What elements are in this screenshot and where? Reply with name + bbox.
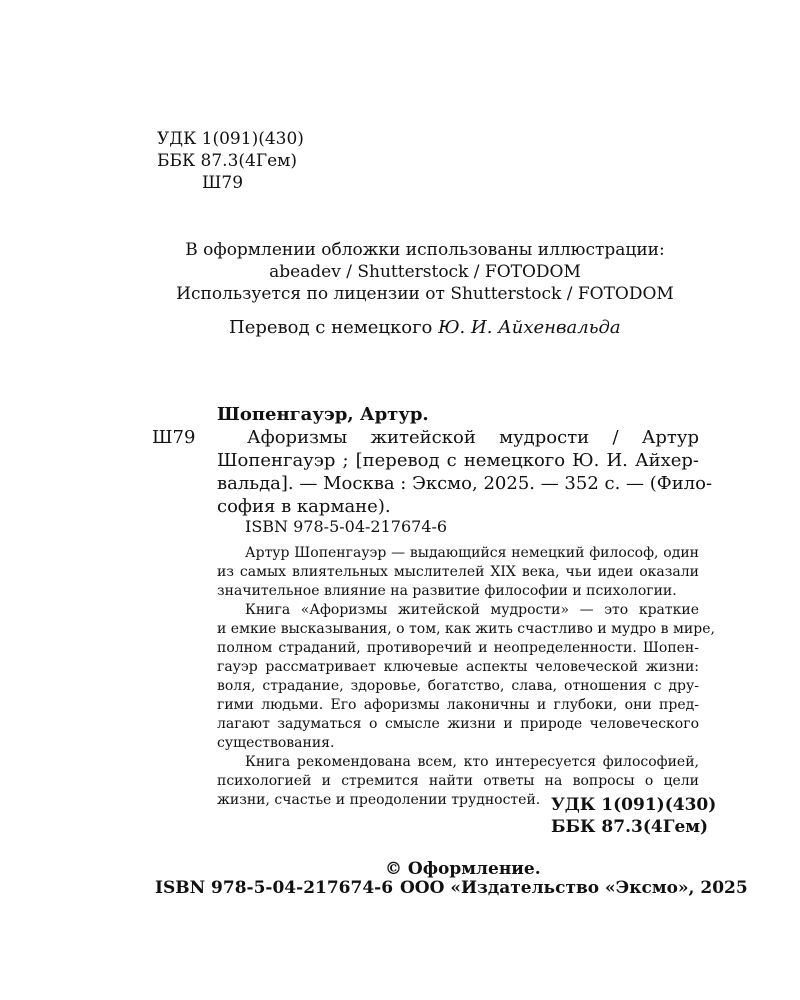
annotation-p2-line-2: и емкие высказывания, о том, как жить счастливо и мудро в мире, <box>217 621 715 637</box>
catalog-line-3: вальда]. — Москва : Эксмо, 2025. — 352 с. — (Фило- <box>217 473 713 494</box>
annotation-p2-line-3: полном страданий, противоречий и неопределенности. Шопен- <box>217 640 699 656</box>
annotation-p3-line-1: Книга рекомендована всем, кто интересуется философией, <box>245 754 699 770</box>
catalog-line-4: софия в кармане). <box>217 496 391 517</box>
translation-prefix: Перевод с немецкого <box>229 317 433 338</box>
catalog-author: Шопенгауэр, Артур. <box>217 404 429 425</box>
annotation-p2-line-7: лагают задуматься о смысле жизни и природе человеческого <box>217 716 699 732</box>
annotation-p2-line-5: воля, страдание, здоровье, богатство, слава, отношения с дру- <box>217 678 699 694</box>
annotation-p2-line-4: гауэр рассматривает ключевые аспекты человеческой жизни: <box>217 659 699 675</box>
header-author-mark: Ш79 <box>202 173 244 193</box>
annotation <box>217 544 715 810</box>
annotation-p2-line-6: гими людьми. Его афоризмы лаконичны и глубоки, они пред- <box>217 697 699 713</box>
copyright-design: © Оформление. <box>385 859 541 879</box>
cover-credits <box>100 239 750 305</box>
header-bbk: ББК 87.3(4Гем) <box>157 151 298 171</box>
annotation-p1-line-2: из самых влиятельных мыслителей XIX века, чьи идеи оказали <box>217 564 699 580</box>
catalog-description <box>217 426 713 518</box>
header-udk: УДК 1(091)(430) <box>157 129 304 149</box>
footer-bbk: ББК 87.3(4Гем) <box>551 817 709 837</box>
annotation-p2-line-8: существования. <box>217 735 335 751</box>
translation-credit <box>229 316 621 339</box>
cover-credits-line-2: abeadev / Shutterstock / FOTODOM <box>269 262 581 282</box>
catalog-mark: Ш79 <box>152 427 196 448</box>
footer-udk: УДК 1(091)(430) <box>551 795 717 815</box>
annotation-p3-line-2: психологией и стремится найти ответы на вопросы о цели <box>217 773 699 789</box>
annotation-p2-line-1: Книга «Афоризмы житейской мудрости» — это краткие <box>245 602 699 618</box>
catalog-line-1: Афоризмы житейской мудрости / Артур <box>247 427 699 448</box>
header-codes <box>157 128 304 194</box>
copyright-publisher: ООО «Издательство «Эксмо», 2025 <box>400 878 748 898</box>
cover-credits-line-1: В оформлении обложки использованы иллюстрации: <box>185 240 665 260</box>
annotation-p1-line-1: Артур Шопенгауэр — выдающийся немецкий философ, один <box>245 545 699 561</box>
cover-credits-line-3: Используется по лицензии от Shutterstock / FOTODOM <box>176 284 674 304</box>
copyright-isbn: ISBN 978-5-04-217674-6 <box>155 878 394 898</box>
catalog-line-2: Шопенгауэр ; [перевод с немецкого Ю. И. Айхер- <box>217 450 699 471</box>
annotation-p3-line-3: жизни, счастье и преодолении трудностей. <box>217 792 541 808</box>
annotation-p1-line-3: значительное влияние на развитие философии и психологии. <box>217 583 677 599</box>
translator-name: Ю. И. Айхенвальда <box>438 317 621 338</box>
footer-codes <box>551 794 716 838</box>
catalog-isbn: ISBN 978-5-04-217674-6 <box>245 517 448 536</box>
